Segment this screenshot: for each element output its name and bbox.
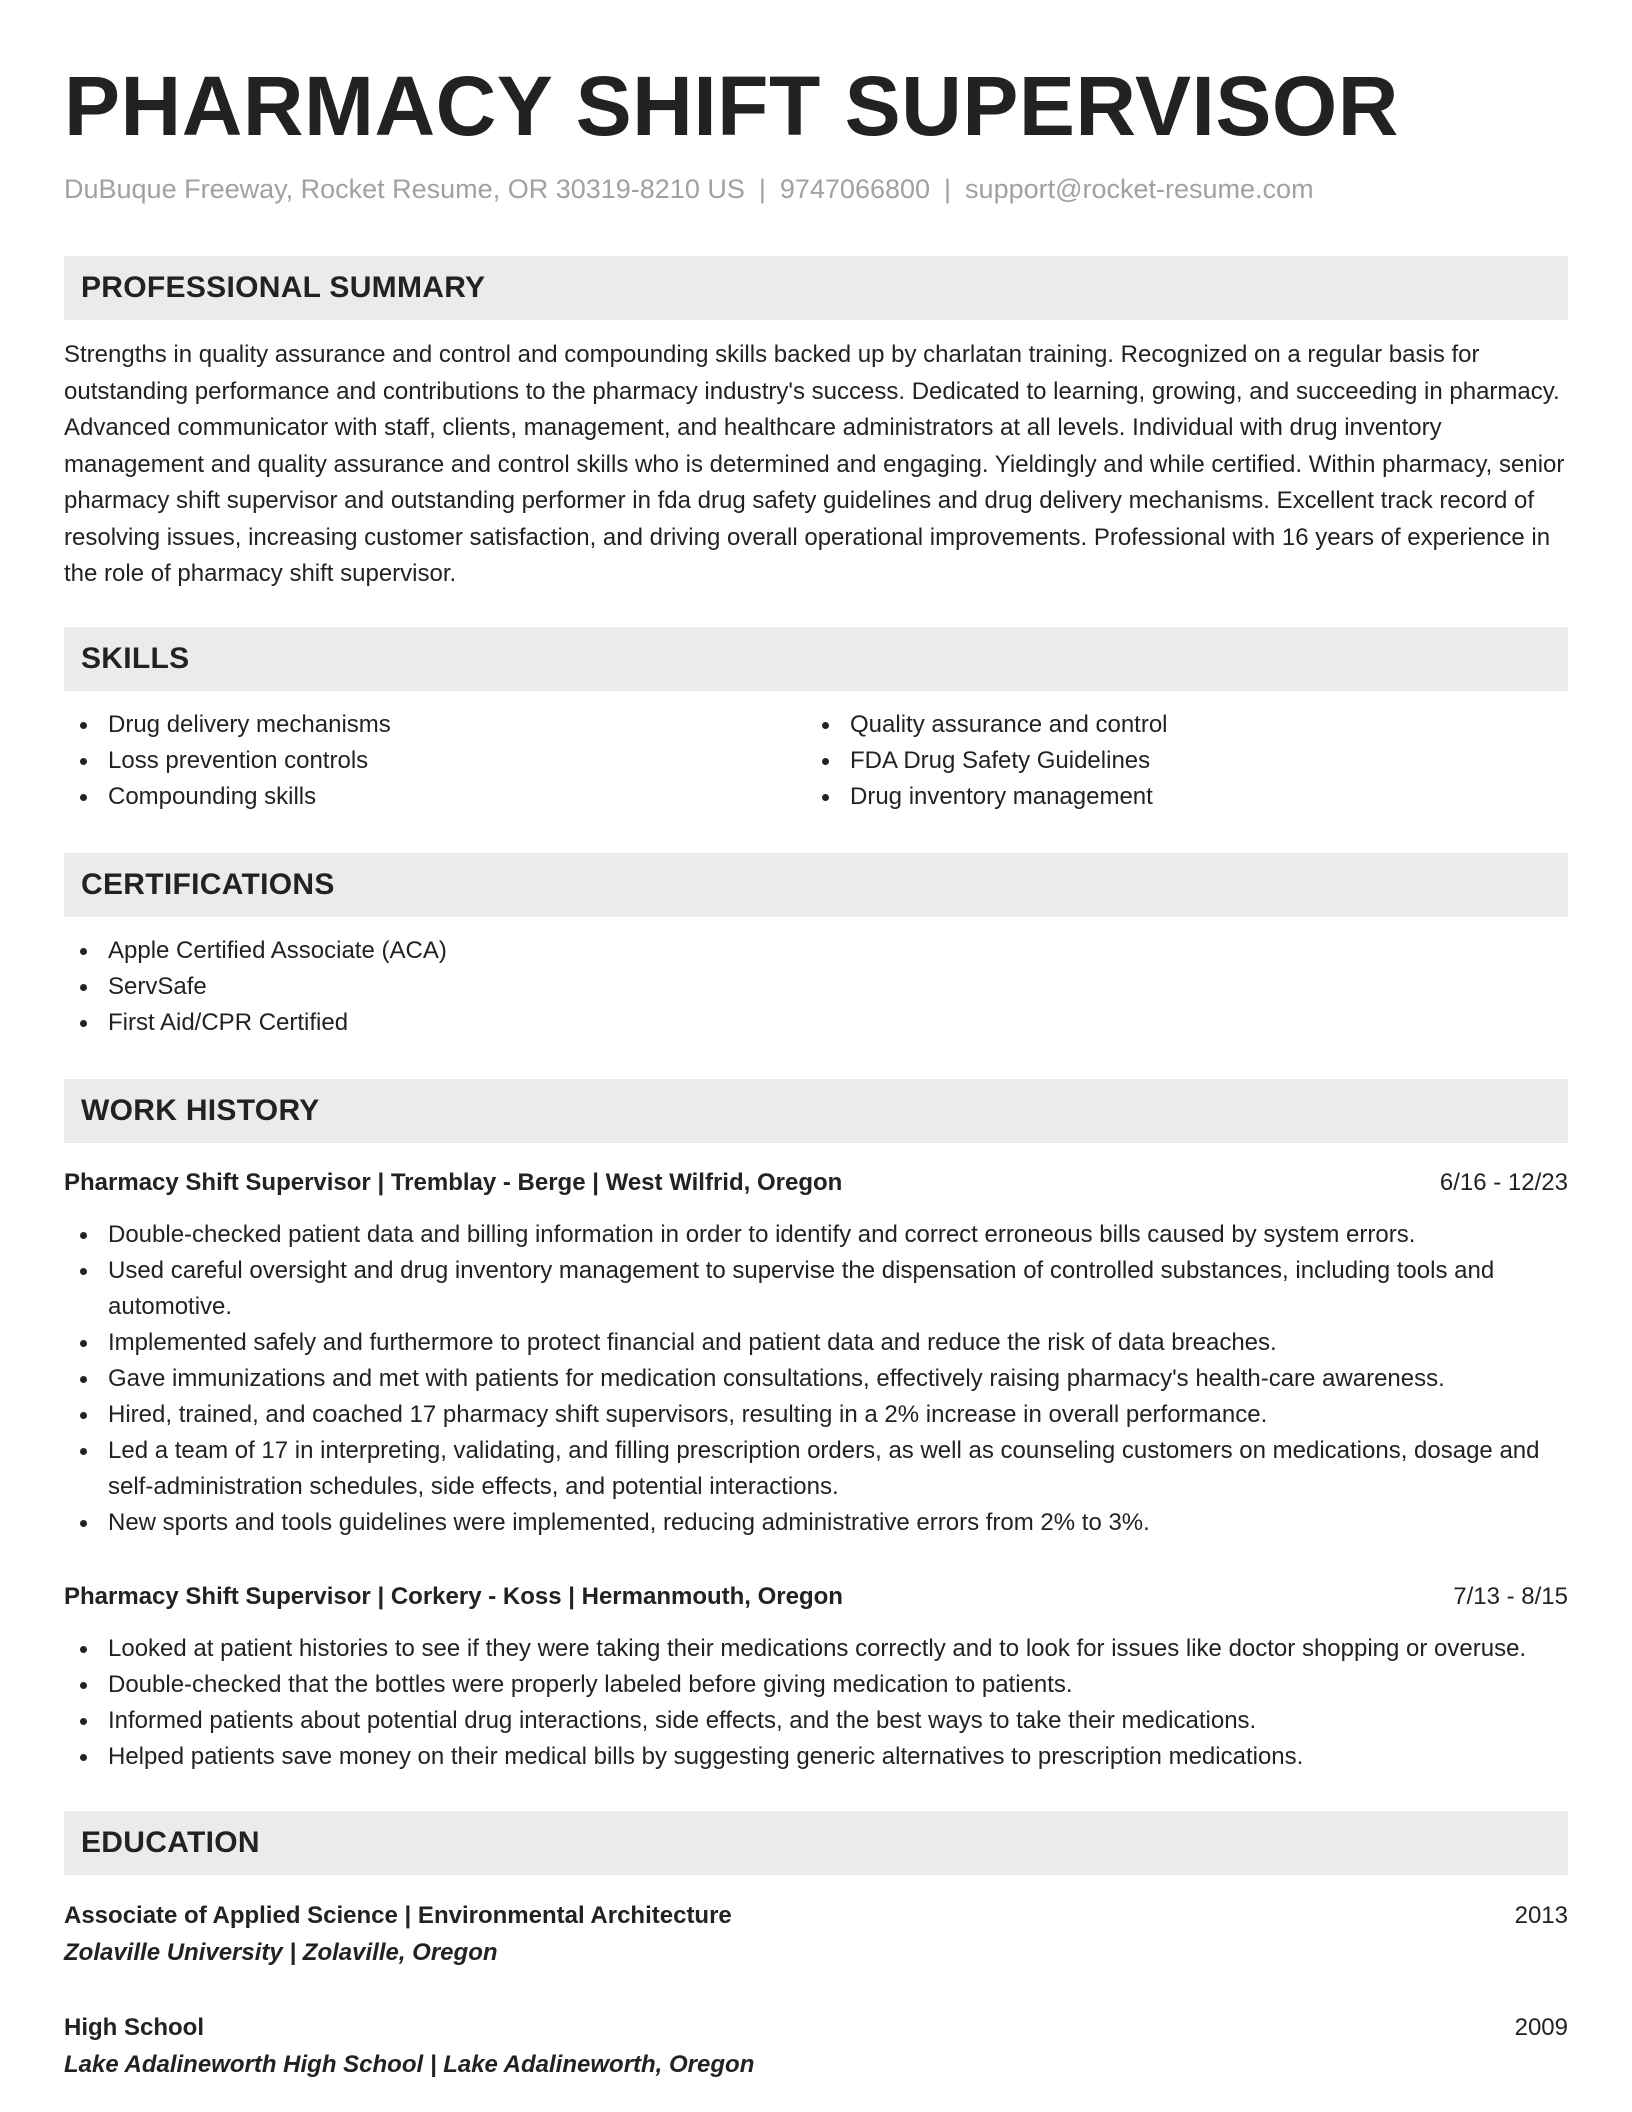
job-heading: Pharmacy Shift Supervisor | Corkery - Koss | Hermanmouth, Oregon (64, 1582, 843, 1610)
education-heading-row (64, 2009, 1568, 2046)
contact-phone: 9747066800 (779, 174, 931, 204)
work-history-section (64, 1079, 1568, 1775)
job-bullet: Helped patients save money on their medical bills by suggesting generic alternatives to prescription medications. (64, 1739, 1568, 1775)
job-dates: 6/16 - 12/23 (1439, 1168, 1568, 1196)
job-bullet: Looked at patient histories to see if they were taking their medications correctly and to look for issues like doctor shopping or overuse. (64, 1631, 1568, 1667)
job-bullet: Gave immunizations and met with patients for medication consultations, effectively raising pharmacy's health-care awareness. (64, 1361, 1568, 1397)
section-header (64, 256, 1568, 320)
contact-separator: | (944, 174, 952, 204)
skills-list-left (64, 707, 806, 815)
job-heading-row (64, 1579, 1568, 1615)
education-heading-row (64, 1897, 1568, 1934)
section-header (64, 1811, 1568, 1875)
skills-section (64, 627, 1568, 815)
skill-item: FDA Drug Safety Guidelines (806, 743, 1568, 779)
skill-item: Drug delivery mechanisms (64, 707, 806, 743)
section-title-summary: PROFESSIONAL SUMMARY (81, 271, 486, 304)
section-header (64, 853, 1568, 917)
section-header (64, 1079, 1568, 1143)
job-entry (64, 1579, 1568, 1775)
resume-name: PHARMACY SHIFT SUPERVISOR (64, 59, 1399, 153)
skills-list-right (806, 707, 1568, 815)
job-bullet: Informed patients about potential drug interactions, side effects, and the best ways to take their medications. (64, 1703, 1568, 1739)
section-title-education: EDUCATION (81, 1825, 260, 1859)
education-entry (64, 1897, 1568, 1971)
skill-item: Quality assurance and control (806, 707, 1568, 743)
section-title-work-history: WORK HISTORY (81, 1093, 320, 1127)
job-heading: Pharmacy Shift Supervisor | Tremblay - Berge | West Wilfrid, Oregon (64, 1168, 843, 1196)
section-header (64, 627, 1568, 691)
contact-separator: | (758, 174, 766, 204)
certification-item: ServSafe (64, 969, 1568, 1005)
education-degree: Associate of Applied Science | Environmental Architecture (64, 1901, 732, 1929)
skills-grid (64, 707, 1568, 815)
job-bullets (64, 1217, 1568, 1541)
skill-item: Compounding skills (64, 779, 806, 815)
skill-item: Loss prevention controls (64, 743, 806, 779)
job-bullet: Double-checked that the bottles were properly labeled before giving medication to patients. (64, 1667, 1568, 1703)
summary-text: Strengths in quality assurance and control and compounding skills backed up by charlatan training. Recognized on a regular basis for outstanding performance and contributions to the pharmacy industry's success. Dedicated to learning, growing, and succeeding in pharmacy. Advanced communicator with staff, clients, management, and healthcare administrators at all levels. Individual with drug inventory management and quality assurance and control skills who is determined and engaging. Yieldingly and while certified. Within pharmacy, senior pharmacy shift supervisor and outstanding performer in fda drug safety guidelines and drug delivery mechanisms. Excellent track record of resolving issues, increasing customer satisfaction, and driving overall operational improvements. Professional with 16 years of experience in the role of pharmacy shift supervisor. (64, 341, 1565, 587)
job-entry (64, 1165, 1568, 1541)
job-dates: 7/13 - 8/15 (1453, 1582, 1568, 1610)
job-bullets (64, 1631, 1568, 1775)
contact-email: support@rocket-resume.com (965, 174, 1314, 204)
education-section (64, 1811, 1568, 2083)
job-bullet: Implemented safely and furthermore to protect financial and patient data and reduce the risk of data breaches. (64, 1325, 1568, 1361)
certification-item: Apple Certified Associate (ACA) (64, 933, 1568, 969)
skill-item: Drug inventory management (806, 779, 1568, 815)
education-school: Zolaville University | Zolaville, Oregon (64, 1938, 498, 1966)
certification-item: First Aid/CPR Certified (64, 1005, 1568, 1041)
certifications-list (64, 933, 1568, 1041)
job-bullet: New sports and tools guidelines were implemented, reducing administrative errors from 2% to 3%. (64, 1505, 1568, 1541)
section-title-skills: SKILLS (81, 641, 190, 675)
job-heading-row (64, 1165, 1568, 1201)
education-year: 2009 (1514, 2013, 1568, 2041)
education-degree: High School (64, 2013, 204, 2041)
job-bullet: Double-checked patient data and billing information in order to identify and correct erroneous bills caused by system errors. (64, 1217, 1568, 1253)
job-bullet: Hired, trained, and coached 17 pharmacy shift supervisors, resulting in a 2% increase in overall performance. (64, 1397, 1568, 1433)
job-bullet: Led a team of 17 in interpreting, validating, and filling prescription orders, as well as counseling customers on medications, dosage and self-administration schedules, side effects, and potential interactions. (64, 1433, 1568, 1505)
section-title-certifications: CERTIFICATIONS (81, 867, 335, 901)
education-school: Lake Adalineworth High School | Lake Adalineworth, Oregon (64, 2050, 755, 2078)
summary-section (64, 256, 1568, 593)
certifications-section (64, 853, 1568, 1041)
education-year: 2013 (1514, 1901, 1568, 1929)
contact-address: DuBuque Freeway, Rocket Resume, OR 30319-8210 US (64, 174, 745, 204)
contact-line (64, 172, 1568, 206)
job-bullet: Used careful oversight and drug inventory management to supervise the dispensation of controlled substances, including tools and automotive. (64, 1253, 1568, 1325)
education-entry (64, 2009, 1568, 2083)
